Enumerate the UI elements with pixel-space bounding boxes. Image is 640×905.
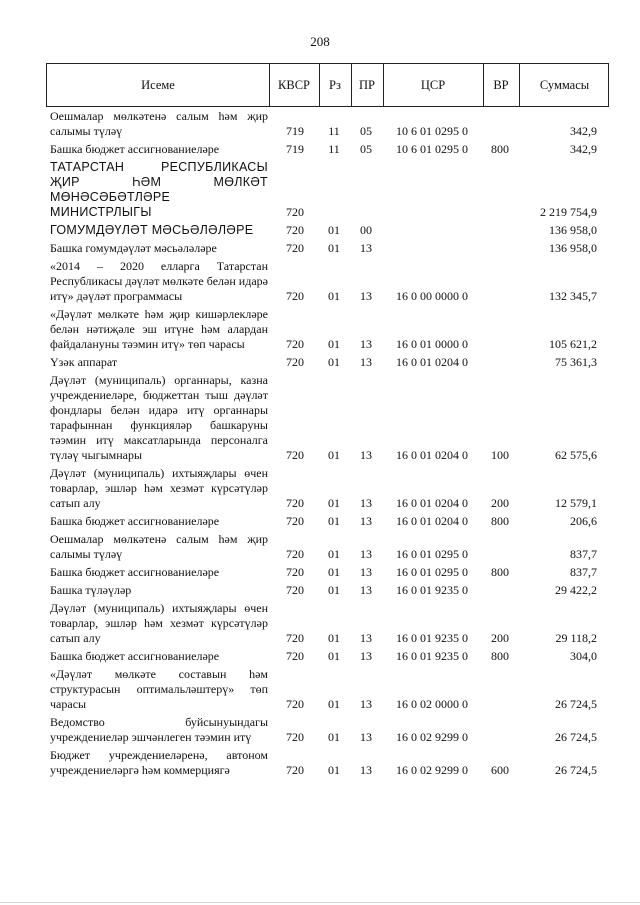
row-rz: 01 xyxy=(328,223,340,237)
row-sum: 304,0 xyxy=(570,649,597,663)
row-kvsr: 720 xyxy=(286,205,304,219)
row-name: Башка бюджет ассигнованиеләре xyxy=(50,514,220,528)
row-sum: 342,9 xyxy=(570,142,597,156)
row-sum: 26 724,5 xyxy=(555,763,597,777)
row-sum: 342,9 xyxy=(570,124,597,138)
row-pr: 13 xyxy=(360,355,372,369)
row-kvsr: 720 xyxy=(286,649,304,663)
row-rz: 01 xyxy=(328,355,340,369)
header-rz: Рз xyxy=(329,77,341,92)
row-sum: 2 219 754,9 xyxy=(540,205,597,219)
row-sum: 29 118,2 xyxy=(555,631,597,645)
table-row xyxy=(46,373,609,463)
row-kvsr: 720 xyxy=(286,631,304,645)
row-sum: 75 361,3 xyxy=(555,355,597,369)
row-csr: 10 6 01 0295 0 xyxy=(396,142,468,156)
row-name: Башка бюджет ассигнованиеләре xyxy=(50,565,220,579)
row-vr: 800 xyxy=(491,142,509,156)
row-kvsr: 720 xyxy=(286,223,304,237)
row-rz: 01 xyxy=(328,649,340,663)
row-pr: 13 xyxy=(360,565,372,579)
row-pr: 13 xyxy=(360,649,372,663)
row-pr: 05 xyxy=(360,124,372,138)
header-sum: Суммасы xyxy=(539,77,590,92)
row-name: Оешмалар мөлкәтенә салым һәм җир салымы түләү xyxy=(50,532,268,561)
row-rz: 01 xyxy=(328,448,340,462)
row-csr: 16 0 02 9299 0 xyxy=(396,730,468,744)
scan-edge-line xyxy=(0,902,640,903)
row-pr: 13 xyxy=(360,289,372,303)
row-kvsr: 720 xyxy=(286,565,304,579)
row-pr: 13 xyxy=(360,337,372,351)
row-sum: 29 422,2 xyxy=(555,583,597,597)
table-row xyxy=(46,514,609,529)
row-name: «Дәүләт мөлкәте һәм җир кишәрлекләре белән нәтиҗәле эш итүне һәм алардан файдалануны тәэмин итү» төп чарасы xyxy=(50,307,268,351)
row-name: Ведомство буйсынуындагы учреждениеләр эшчәнлеген тәэмин итү xyxy=(50,715,268,744)
row-csr: 16 0 02 9299 0 xyxy=(396,763,468,777)
row-kvsr: 720 xyxy=(286,583,304,597)
row-sum: 837,7 xyxy=(570,565,597,579)
row-vr: 600 xyxy=(491,763,509,777)
row-pr: 13 xyxy=(360,496,372,510)
row-kvsr: 720 xyxy=(286,289,304,303)
row-kvsr: 720 xyxy=(286,241,304,255)
row-name: «Дәүләт мөлкәте составын һәм структурасын оптимальләштерү» төп чарасы xyxy=(50,667,268,711)
row-pr: 13 xyxy=(360,763,372,777)
row-pr: 13 xyxy=(360,241,372,255)
row-rz: 01 xyxy=(328,583,340,597)
table-row xyxy=(46,748,609,778)
table-row xyxy=(46,466,609,511)
header-vr: ВР xyxy=(493,77,509,92)
row-name: Дәүләт (муниципаль) ихтыяҗлары өчен товарлар, эшләр һәм хезмәт күрсәтүләр сатып алу xyxy=(50,466,268,510)
table-row xyxy=(46,259,609,304)
row-kvsr: 720 xyxy=(286,355,304,369)
row-sum: 837,7 xyxy=(570,547,597,561)
row-rz: 01 xyxy=(328,697,340,711)
row-rz: 01 xyxy=(328,337,340,351)
row-pr: 13 xyxy=(360,547,372,561)
row-kvsr: 719 xyxy=(286,124,304,138)
row-pr: 13 xyxy=(360,730,372,744)
row-kvsr: 720 xyxy=(286,514,304,528)
table-row xyxy=(46,715,609,745)
row-csr: 16 0 02 0000 0 xyxy=(396,697,468,711)
row-csr: 16 0 01 9235 0 xyxy=(396,583,468,597)
header-pr: ПР xyxy=(359,77,375,92)
row-name: Башка бюджет ассигнованиеләре xyxy=(50,649,220,663)
row-vr: 800 xyxy=(491,565,509,579)
row-csr: 16 0 01 0204 0 xyxy=(396,514,468,528)
row-csr: 16 0 01 0295 0 xyxy=(396,565,468,579)
row-rz: 11 xyxy=(328,124,340,138)
row-pr: 13 xyxy=(360,583,372,597)
row-vr: 100 xyxy=(491,448,509,462)
table-body xyxy=(46,109,609,781)
row-sum: 132 345,7 xyxy=(549,289,597,303)
row-sum: 26 724,5 xyxy=(555,697,597,711)
row-kvsr: 720 xyxy=(286,697,304,711)
table-row xyxy=(46,307,609,352)
row-vr: 200 xyxy=(491,496,509,510)
table-row xyxy=(46,160,609,220)
row-vr: 800 xyxy=(491,649,509,663)
table-row xyxy=(46,142,609,157)
row-pr: 05 xyxy=(360,142,372,156)
table-row xyxy=(46,649,609,664)
row-name: Башка гомумдәүләт мәсьәләләре xyxy=(50,241,217,255)
row-rz: 11 xyxy=(328,142,340,156)
row-rz: 01 xyxy=(328,289,340,303)
row-csr: 16 0 01 9235 0 xyxy=(396,649,468,663)
row-rz: 01 xyxy=(328,763,340,777)
row-csr: 10 6 01 0295 0 xyxy=(396,124,468,138)
row-name: Башка бюджет ассигнованиеләре xyxy=(50,142,220,156)
row-kvsr: 720 xyxy=(286,547,304,561)
row-csr: 16 0 01 0204 0 xyxy=(396,355,468,369)
row-sum: 136 958,0 xyxy=(549,241,597,255)
row-kvsr: 720 xyxy=(286,337,304,351)
row-name: Башка түләүләр xyxy=(50,583,132,597)
row-pr: 13 xyxy=(360,514,372,528)
row-sum: 136 958,0 xyxy=(549,223,597,237)
row-rz: 01 xyxy=(328,514,340,528)
table-header xyxy=(46,63,609,107)
table-row xyxy=(46,355,609,370)
row-kvsr: 720 xyxy=(286,448,304,462)
row-name: Бюджет учреждениеләренә, автоном учреждениеләргә һәм коммерциягә xyxy=(50,748,268,777)
table-row xyxy=(46,241,609,256)
row-csr: 16 0 01 0000 0 xyxy=(396,337,468,351)
row-sum: 105 621,2 xyxy=(549,337,597,351)
row-pr: 13 xyxy=(360,631,372,645)
table-row xyxy=(46,601,609,646)
row-kvsr: 720 xyxy=(286,730,304,744)
row-kvsr: 719 xyxy=(286,142,304,156)
row-csr: 16 0 00 0000 0 xyxy=(396,289,468,303)
table-row xyxy=(46,565,609,580)
row-name: ТАТАРСТАН РЕСПУБЛИКАСЫ ҖИР ҺӘМ МӨЛКӘТ МӨНӘСӘБӘТЛӘРЕ МИНИСТРЛЫГЫ xyxy=(50,160,268,219)
table-row xyxy=(46,667,609,712)
table-row xyxy=(46,532,609,562)
table-row xyxy=(46,583,609,598)
row-name: Дәүләт (муниципаль) ихтыяҗлары өчен товарлар, эшләр һәм хезмәт күрсәтүләр сатып алу xyxy=(50,601,268,645)
row-sum: 26 724,5 xyxy=(555,730,597,744)
row-rz: 01 xyxy=(328,631,340,645)
table-row xyxy=(46,223,609,238)
row-pr: 13 xyxy=(360,448,372,462)
row-name: ГОМУМДӘҮЛӘТ МӘСЬӘЛӘЛӘРЕ xyxy=(50,223,254,237)
row-rz: 01 xyxy=(328,565,340,579)
row-rz: 01 xyxy=(328,241,340,255)
row-vr: 800 xyxy=(491,514,509,528)
row-csr: 16 0 01 0295 0 xyxy=(396,547,468,561)
table-row xyxy=(46,109,609,139)
row-pr: 13 xyxy=(360,697,372,711)
row-kvsr: 720 xyxy=(286,763,304,777)
row-csr: 16 0 01 9235 0 xyxy=(396,631,468,645)
row-name: Оешмалар мөлкәтенә салым һәм җир салымы түләү xyxy=(50,109,268,138)
row-sum: 206,6 xyxy=(570,514,597,528)
row-sum: 12 579,1 xyxy=(555,496,597,510)
row-csr: 16 0 01 0204 0 xyxy=(396,448,468,462)
row-rz: 01 xyxy=(328,547,340,561)
page-number: 208 xyxy=(310,34,330,49)
row-vr: 200 xyxy=(491,631,509,645)
header-csr: ЦСР xyxy=(420,77,446,92)
header-name: Исеме xyxy=(141,77,175,92)
row-rz: 01 xyxy=(328,496,340,510)
row-name: Дәүләт (муниципаль) органнары, казна учреждениеләре, бюджеттан тыш дәүләт фондлары белән идарә итү органнары тарафыннан функцияләр башкаруны тәэмин итү максатларында персоналга түләү чыгымнары xyxy=(50,373,268,462)
row-pr: 00 xyxy=(360,223,372,237)
row-name: «2014 – 2020 елларга Татарстан Республикасы дәүләт мөлкәте белән идарә итү» дәүләт программасы xyxy=(50,259,268,303)
row-name: Үзәк аппарат xyxy=(50,355,118,369)
header-kvsr: КВСР xyxy=(278,77,310,92)
row-rz: 01 xyxy=(328,730,340,744)
row-csr: 16 0 01 0204 0 xyxy=(396,496,468,510)
row-sum: 62 575,6 xyxy=(555,448,597,462)
row-kvsr: 720 xyxy=(286,496,304,510)
